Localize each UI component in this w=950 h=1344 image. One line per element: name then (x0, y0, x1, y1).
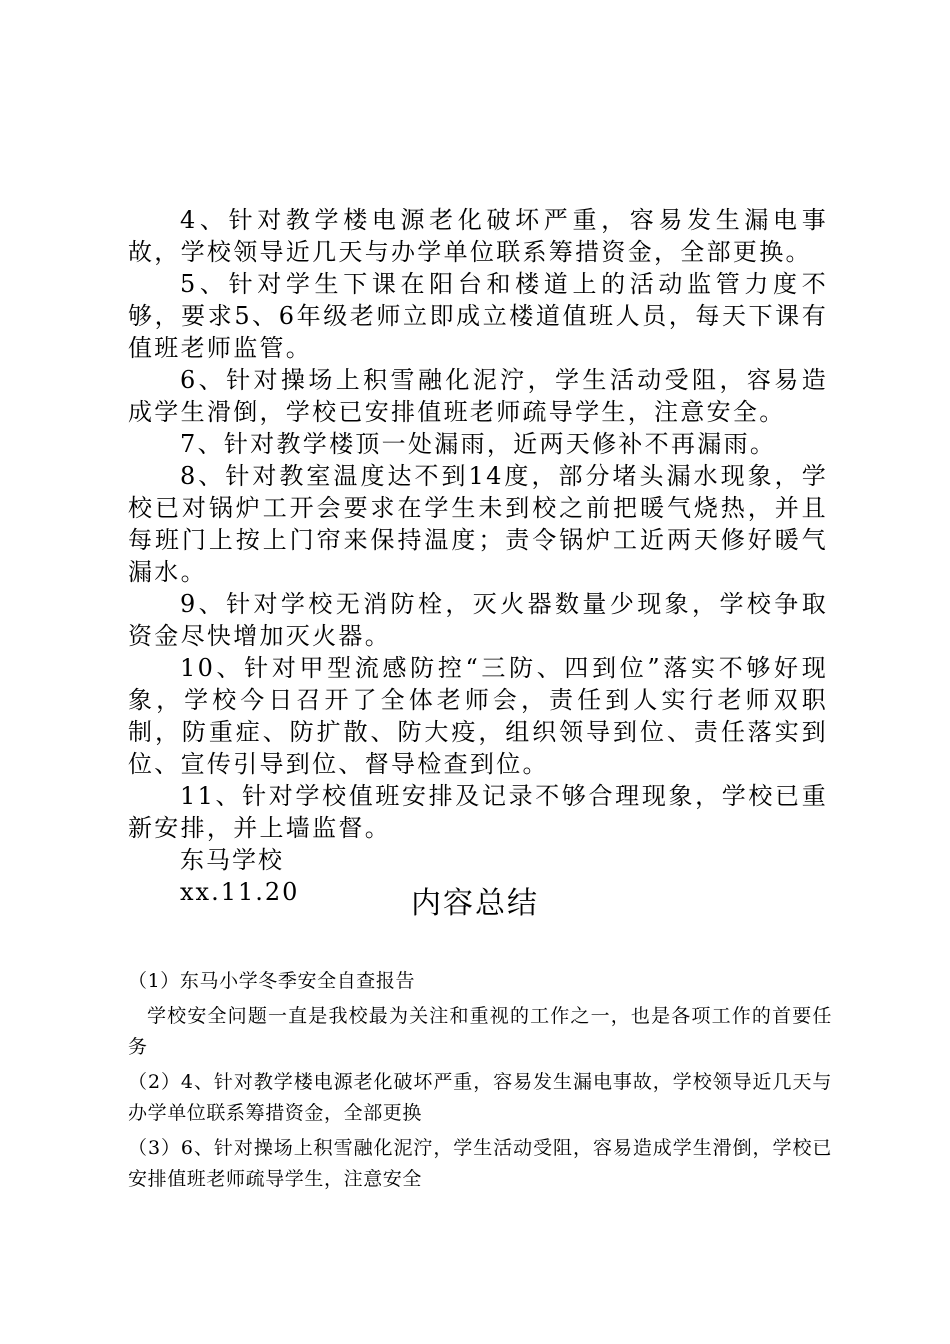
report-body (128, 204, 828, 908)
signature-date: xx.11.20 (180, 878, 300, 906)
paragraph-item-6: 6、针对操场上积雪融化泥泞，学生活动受阻，容易造成学生滑倒，学校已安排值班老师疏导学生，注意安全。 (128, 366, 828, 426)
paragraph-item-8: 8、针对教室温度达不到14度，部分堵头漏水现象，学校已对锅炉工开会要求在学生未到校之前把暖气烧热，并且每班门上按上门帘来保持温度；责令锅炉工近两天修好暖气漏水。 (128, 462, 828, 586)
summary-section (128, 966, 832, 1199)
summary-item-3: （3）6、针对操场上积雪融化泥泞，学生活动受阻，容易造成学生滑倒，学校已安排值班老师疏导学生，注意安全 (128, 1137, 832, 1190)
summary-item-1-text: 学校安全问题一直是我校最为关注和重视的工作之一，也是各项工作的首要任务 (128, 1005, 832, 1058)
summary-item-1: （1）东马小学冬季安全自查报告 (128, 970, 416, 992)
paragraph-item-9: 9、针对学校无消防栓，灭火器数量少现象，学校争取资金尽快增加灭火器。 (128, 590, 828, 650)
paragraph-item-10: 10、针对甲型流感防控“三防、四到位”落实不够好现象，学校今日召开了全体老师会，责任到人实行老师双职制，防重症、防扩散、防大疫，组织领导到位、责任落实到位、宣传引导到位、督导检查到位。 (128, 654, 828, 778)
paragraph-item-4: 4、针对教学楼电源老化破坏严重，容易发生漏电事故，学校领导近几天与办学单位联系筹措资金，全部更换。 (128, 206, 828, 266)
signature-school: 东马学校 (180, 846, 284, 874)
paragraph-item-7: 7、针对教学楼顶一处漏雨，近两天修补不再漏雨。 (180, 430, 777, 458)
paragraph-item-11: 11、针对学校值班安排及记录不够合理现象，学校已重新安排，并上墙监督。 (128, 782, 828, 842)
paragraph-item-5: 5、针对学生下课在阳台和楼道上的活动监管力度不够，要求5、6年级老师立即成立楼道值班人员，每天下课有值班老师监管。 (128, 270, 828, 362)
summary-item-2: （2）4、针对教学楼电源老化破坏严重，容易发生漏电事故，学校领导近几天与办学单位联系筹措资金，全部更换 (128, 1071, 832, 1124)
summary-title: 内容总结 (411, 886, 539, 921)
